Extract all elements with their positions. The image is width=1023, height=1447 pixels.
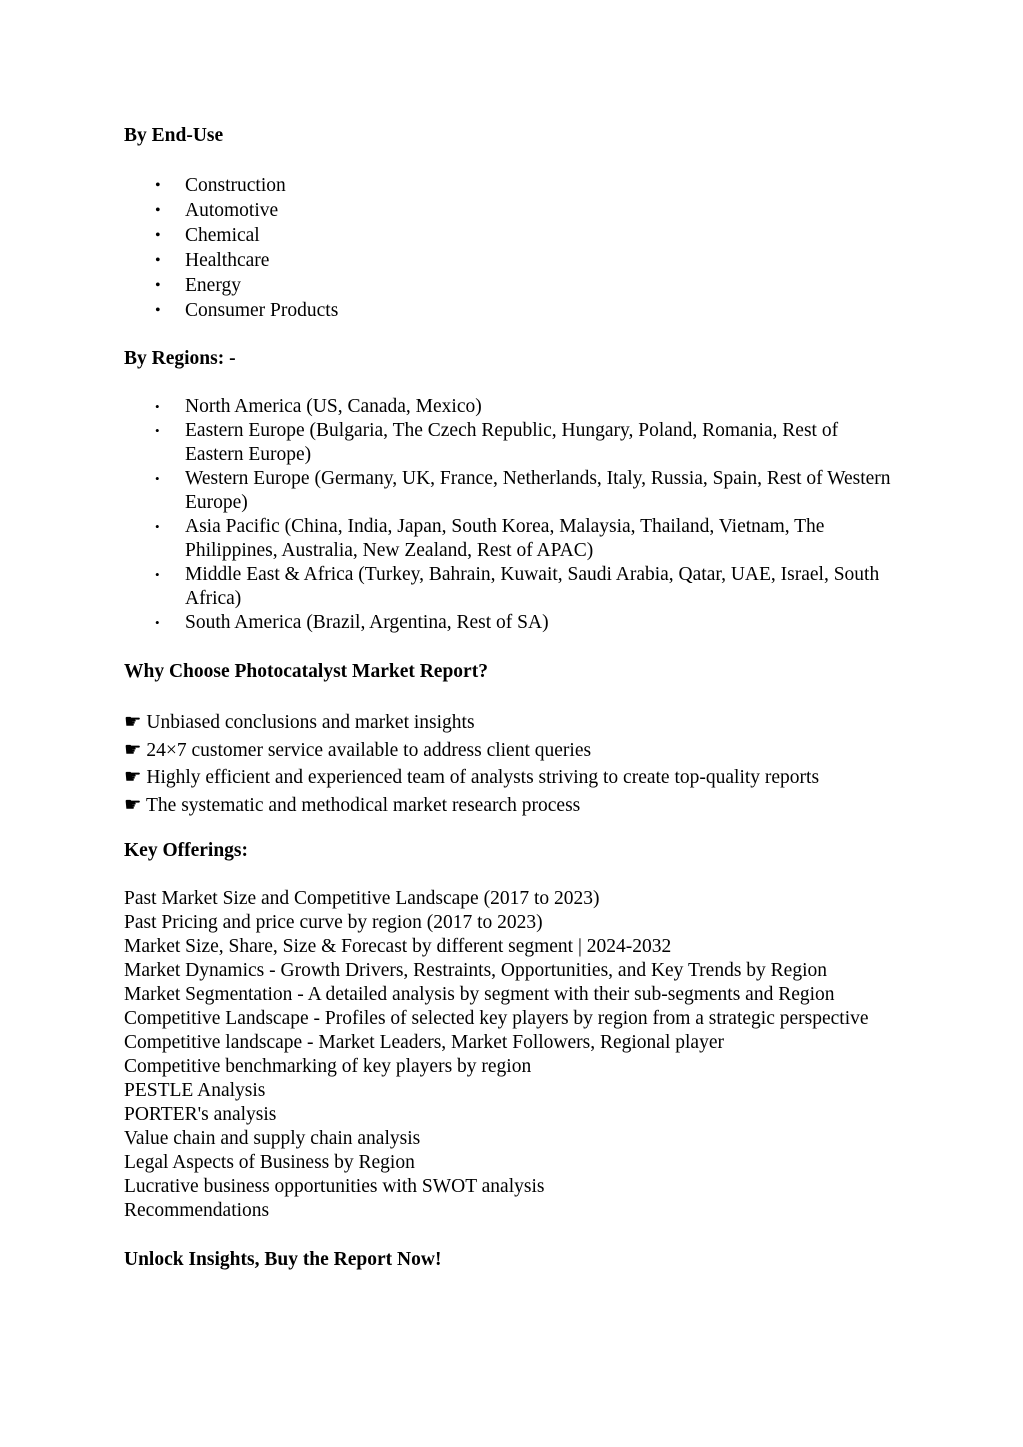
bullet-icon: • — [155, 567, 160, 582]
key-offerings-list — [124, 887, 894, 1223]
why-choose-item: ☛ Unbiased conclusions and market insights — [124, 712, 475, 733]
region-item — [155, 395, 894, 419]
region-item — [155, 515, 894, 563]
end-use-item — [155, 298, 894, 323]
end-use-item-text: Healthcare — [185, 250, 270, 271]
key-offering-item: Competitive landscape - Market Leaders, Market Followers, Regional player — [124, 1032, 724, 1053]
why-choose-item: ☛ 24×7 customer service available to address client queries — [124, 739, 592, 761]
key-offering-item: PESTLE Analysis — [124, 1080, 266, 1101]
key-offering-item: Lucrative business opportunities with SWOT analysis — [124, 1176, 545, 1197]
region-item — [155, 563, 894, 611]
end-use-item-text: Automotive — [185, 200, 279, 221]
region-item — [155, 467, 894, 515]
end-use-list — [124, 173, 894, 323]
end-use-item — [155, 173, 894, 198]
region-item-text: North America (US, Canada, Mexico) — [185, 396, 482, 417]
key-offering-item: Value chain and supply chain analysis — [124, 1128, 421, 1149]
region-item — [155, 419, 894, 467]
end-use-item — [155, 273, 894, 298]
bullet-icon: • — [155, 227, 161, 244]
end-use-heading: By End-Use — [124, 125, 224, 146]
key-offering-item: Recommendations — [124, 1200, 270, 1221]
bullet-icon: • — [155, 519, 160, 534]
regions-list — [124, 395, 894, 635]
region-item-text: Western Europe (Germany, UK, France, Netherlands, Italy, Russia, Spain, Rest of Western Europe) — [185, 468, 891, 513]
end-use-item — [155, 248, 894, 273]
end-use-item — [155, 198, 894, 223]
end-use-item-text: Construction — [185, 175, 286, 196]
bullet-icon: • — [155, 202, 161, 219]
end-use-item-text: Consumer Products — [185, 300, 339, 321]
key-offering-item: Legal Aspects of Business by Region — [124, 1152, 415, 1173]
why-choose-item: ☛ Highly efficient and experienced team of analysts striving to create top-quality reports — [124, 767, 820, 788]
key-offering-item: Market Segmentation - A detailed analysis by segment with their sub-segments and Region — [124, 984, 835, 1005]
end-use-item — [155, 223, 894, 248]
why-choose-heading: Why Choose Photocatalyst Market Report? — [124, 661, 488, 682]
document-page — [124, 124, 894, 1272]
bullet-icon: • — [155, 471, 160, 486]
key-offering-item: Competitive benchmarking of key players by region — [124, 1056, 532, 1077]
end-use-item-text: Energy — [185, 275, 241, 296]
bullet-icon: • — [155, 615, 160, 630]
region-item — [155, 611, 894, 635]
regions-heading: By Regions: - — [124, 348, 236, 369]
region-item-text: Asia Pacific (China, India, Japan, South Korea, Malaysia, Thailand, Vietnam, The Philippines, Australia, New Zealand, Rest of APAC) — [185, 516, 825, 561]
region-item-text: Middle East & Africa (Turkey, Bahrain, Kuwait, Saudi Arabia, Qatar, UAE, Israel, South Africa) — [185, 564, 880, 609]
bullet-icon: • — [155, 277, 161, 294]
end-use-item-text: Chemical — [185, 225, 260, 246]
key-offering-item: Competitive Landscape - Profiles of selected key players by region from a strategic perspective — [124, 1008, 869, 1029]
key-offering-item: PORTER's analysis — [124, 1104, 277, 1125]
bullet-icon: • — [155, 423, 160, 438]
why-choose-list — [124, 709, 894, 819]
bullet-icon: • — [155, 177, 161, 194]
region-item-text: South America (Brazil, Argentina, Rest of SA) — [185, 612, 549, 633]
key-offering-item: Past Market Size and Competitive Landscape (2017 to 2023) — [124, 888, 600, 909]
region-item-text: Eastern Europe (Bulgaria, The Czech Republic, Hungary, Poland, Romania, Rest of Eastern Europe) — [185, 420, 839, 465]
call-to-action-heading: Unlock Insights, Buy the Report Now! — [124, 1249, 442, 1270]
key-offering-item: Past Pricing and price curve by region (2017 to 2023) — [124, 912, 543, 933]
key-offering-item: Market Dynamics - Growth Drivers, Restraints, Opportunities, and Key Trends by Region — [124, 960, 827, 981]
key-offerings-heading: Key Offerings: — [124, 840, 249, 861]
bullet-icon: • — [155, 399, 160, 414]
key-offering-item: Market Size, Share, Size & Forecast by different segment | 2024-2032 — [124, 936, 672, 957]
bullet-icon: • — [155, 252, 161, 269]
why-choose-item: ☛ The systematic and methodical market research process — [124, 794, 581, 816]
bullet-icon: • — [155, 302, 161, 319]
